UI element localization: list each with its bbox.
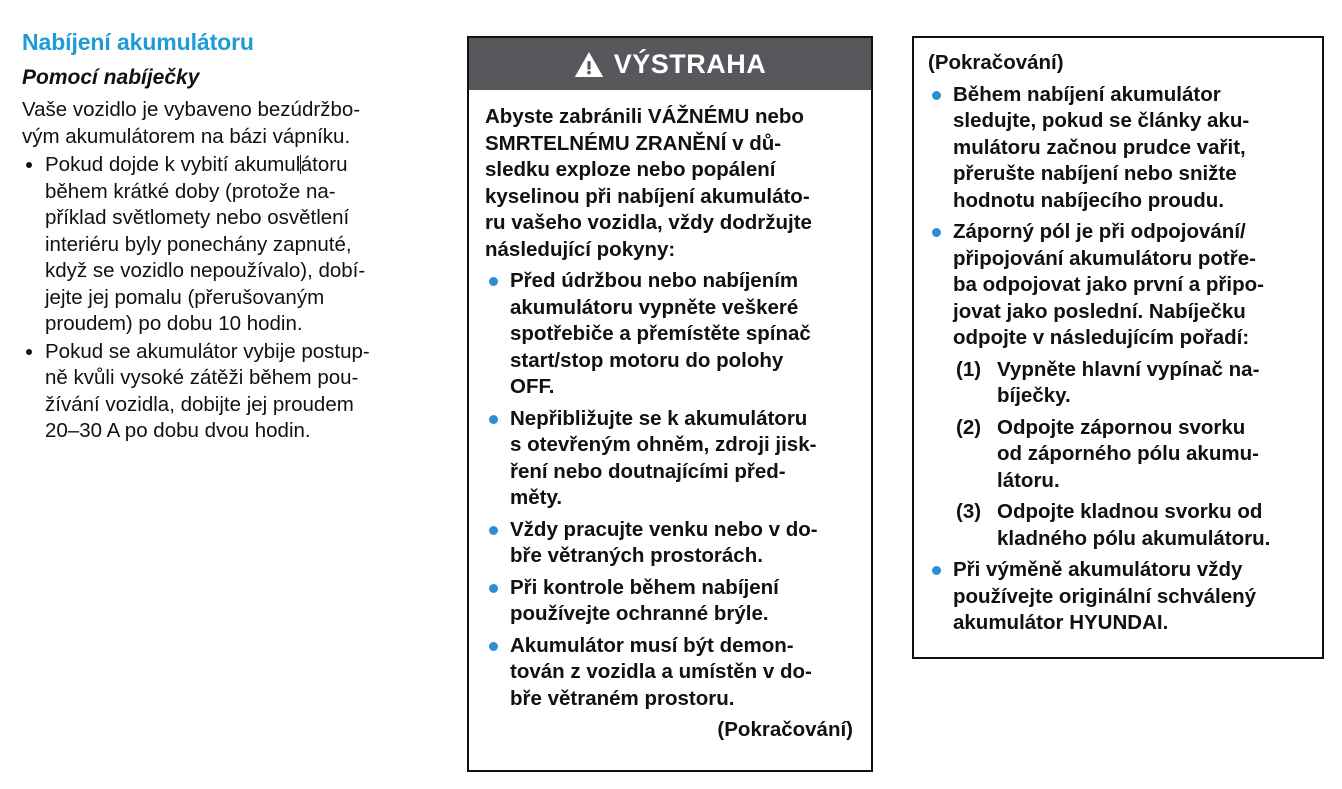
warning-box-title: VÝSTRAHA xyxy=(613,49,767,79)
bullet-icon xyxy=(489,642,498,651)
line: Záporný pól je při odpojování/ xyxy=(953,220,1246,243)
page-title: Nabíjení akumulátoru xyxy=(22,29,254,55)
line: bíječky. xyxy=(997,384,1071,407)
line: interiéru byly ponechány zapnuté, xyxy=(45,232,352,256)
line: Nepřibližujte se k akumulátoru xyxy=(510,406,808,430)
warning-box xyxy=(467,36,873,772)
line: spotřebiče a přemístěte spínač xyxy=(510,322,811,345)
warning-triangle-icon xyxy=(574,51,604,78)
bullet-icon xyxy=(932,91,941,100)
line: Vypněte hlavní vypínač na- xyxy=(997,357,1260,381)
line: sledujte, pokud se články aku- xyxy=(953,109,1250,132)
line: ně kvůli vysoké zátěži během pou- xyxy=(45,366,359,389)
line: 20–30 A po dobu dvou hodin. xyxy=(45,419,311,442)
continuation-label: (Pokračování) xyxy=(928,51,1064,74)
line: kyselinou při nabíjení akumuláto- xyxy=(485,184,810,208)
left-text-column xyxy=(22,28,446,445)
line: Akumulátor musí být demon- xyxy=(510,633,794,657)
step-number: (2) xyxy=(956,415,982,439)
numbered-steps-list xyxy=(953,357,1308,553)
line: jejte jej pomalu (přerušovaným xyxy=(45,285,325,309)
line: hodnotu nabíjecího proudu. xyxy=(953,188,1225,212)
intro-line: Vaše vozidlo je vybaveno bezúdržbo- xyxy=(22,98,361,121)
intro-paragraph xyxy=(22,97,446,150)
line: SMRTELNÉMU ZRANĚNÍ v dů- xyxy=(485,131,782,155)
step-number: (1) xyxy=(956,357,982,381)
warning-bullet-list xyxy=(485,268,855,712)
bullet-icon xyxy=(932,566,941,575)
line: používejte ochranné brýle. xyxy=(510,602,769,625)
line: Vždy pracujte venku nebo v do- xyxy=(510,517,818,541)
continuation-box xyxy=(912,36,1324,659)
line: tován z vozidla a umístěn v do- xyxy=(510,660,812,683)
warning-intro-paragraph xyxy=(485,104,855,263)
line: Pokud se akumulátor vybije postup- xyxy=(45,339,370,363)
bullet-icon xyxy=(489,584,498,593)
list-item xyxy=(22,339,446,445)
line: Při výměně akumulátoru vždy xyxy=(953,558,1243,581)
warning-box-body xyxy=(469,90,871,744)
line: akumulátoru vypněte veškeré xyxy=(510,295,799,319)
line: start/stop motoru do polohy xyxy=(510,348,784,372)
line: během krátké doby (protože na- xyxy=(45,179,336,203)
bullet-icon xyxy=(489,415,498,424)
step-number: (3) xyxy=(956,500,982,523)
line: měty. xyxy=(510,486,563,509)
line: átoru xyxy=(300,153,348,176)
bullet-icon xyxy=(932,228,941,237)
line: proudem) po dobu 10 hodin. xyxy=(45,312,303,335)
bullet-icon xyxy=(26,162,32,168)
list-item xyxy=(928,82,1308,215)
line: odpojte v následujícím pořadí: xyxy=(953,326,1250,349)
continuation-label: (Pokračování) xyxy=(717,718,853,741)
line: když se vozidlo nepoužívalo), dobí- xyxy=(45,259,366,282)
line: Odpojte zápornou svorku xyxy=(997,415,1246,439)
subsection-title: Pomocí nabíječky xyxy=(22,66,200,89)
list-item xyxy=(928,219,1308,552)
continuation-bullet-list xyxy=(928,82,1308,637)
list-item xyxy=(485,633,855,713)
line: používejte originální schválený xyxy=(953,584,1257,608)
numbered-step xyxy=(953,499,1308,552)
list-item xyxy=(485,268,855,401)
line: připojování akumulátoru potře- xyxy=(953,246,1256,270)
line: Při kontrole během nabíjení xyxy=(510,575,779,599)
line: bře větraných prostorách. xyxy=(510,544,763,567)
line: bře větraném prostoru. xyxy=(510,686,735,710)
list-item xyxy=(485,517,855,570)
line: od záporného pólu akumu- xyxy=(997,442,1259,465)
line: akumulátor HYUNDAI. xyxy=(953,611,1169,634)
line: sledku exploze nebo popálení xyxy=(485,158,776,181)
line: ření nebo doutnajícími před- xyxy=(510,459,786,483)
line: Abyste zabránili VÁŽNÉMU nebo xyxy=(485,105,804,128)
line: mulátoru začnou prudce vařit, xyxy=(953,135,1246,159)
line: následující pokyny: xyxy=(485,237,676,261)
line: Během nabíjení akumulátor xyxy=(953,82,1221,106)
line: jovat jako poslední. Nabíječku xyxy=(953,299,1246,323)
intro-line: vým akumulátorem na bázi vápníku. xyxy=(22,124,351,148)
warning-box-header xyxy=(469,38,871,90)
line: OFF. xyxy=(510,375,555,398)
line: příklad světlomety nebo osvětlení xyxy=(45,206,350,229)
line: s otevřeným ohněm, zdroji jisk- xyxy=(510,433,817,456)
list-item xyxy=(485,575,855,628)
line: kladného pólu akumulátoru. xyxy=(997,526,1271,550)
bullet-icon xyxy=(489,526,498,535)
line: žívání vozidla, dobijte jej proudem xyxy=(45,392,354,416)
line: ba odpojovat jako první a připo- xyxy=(953,273,1264,296)
numbered-step xyxy=(953,357,1308,410)
list-item xyxy=(485,406,855,512)
line: látoru. xyxy=(997,468,1060,492)
list-item xyxy=(928,557,1308,637)
line: přerušte nabíjení nebo snižte xyxy=(953,162,1237,185)
bullet-icon xyxy=(26,349,32,355)
list-item xyxy=(22,152,446,338)
numbered-step xyxy=(953,415,1308,495)
line: ru vašeho vozidla, vždy dodržujte xyxy=(485,211,812,234)
line: Pokud dojde k vybití akumul xyxy=(45,153,301,176)
bullet-icon xyxy=(489,277,498,286)
line: Před údržbou nebo nabíjením xyxy=(510,269,799,292)
line: Odpojte kladnou svorku od xyxy=(997,500,1263,523)
left-bullet-list xyxy=(22,152,446,445)
